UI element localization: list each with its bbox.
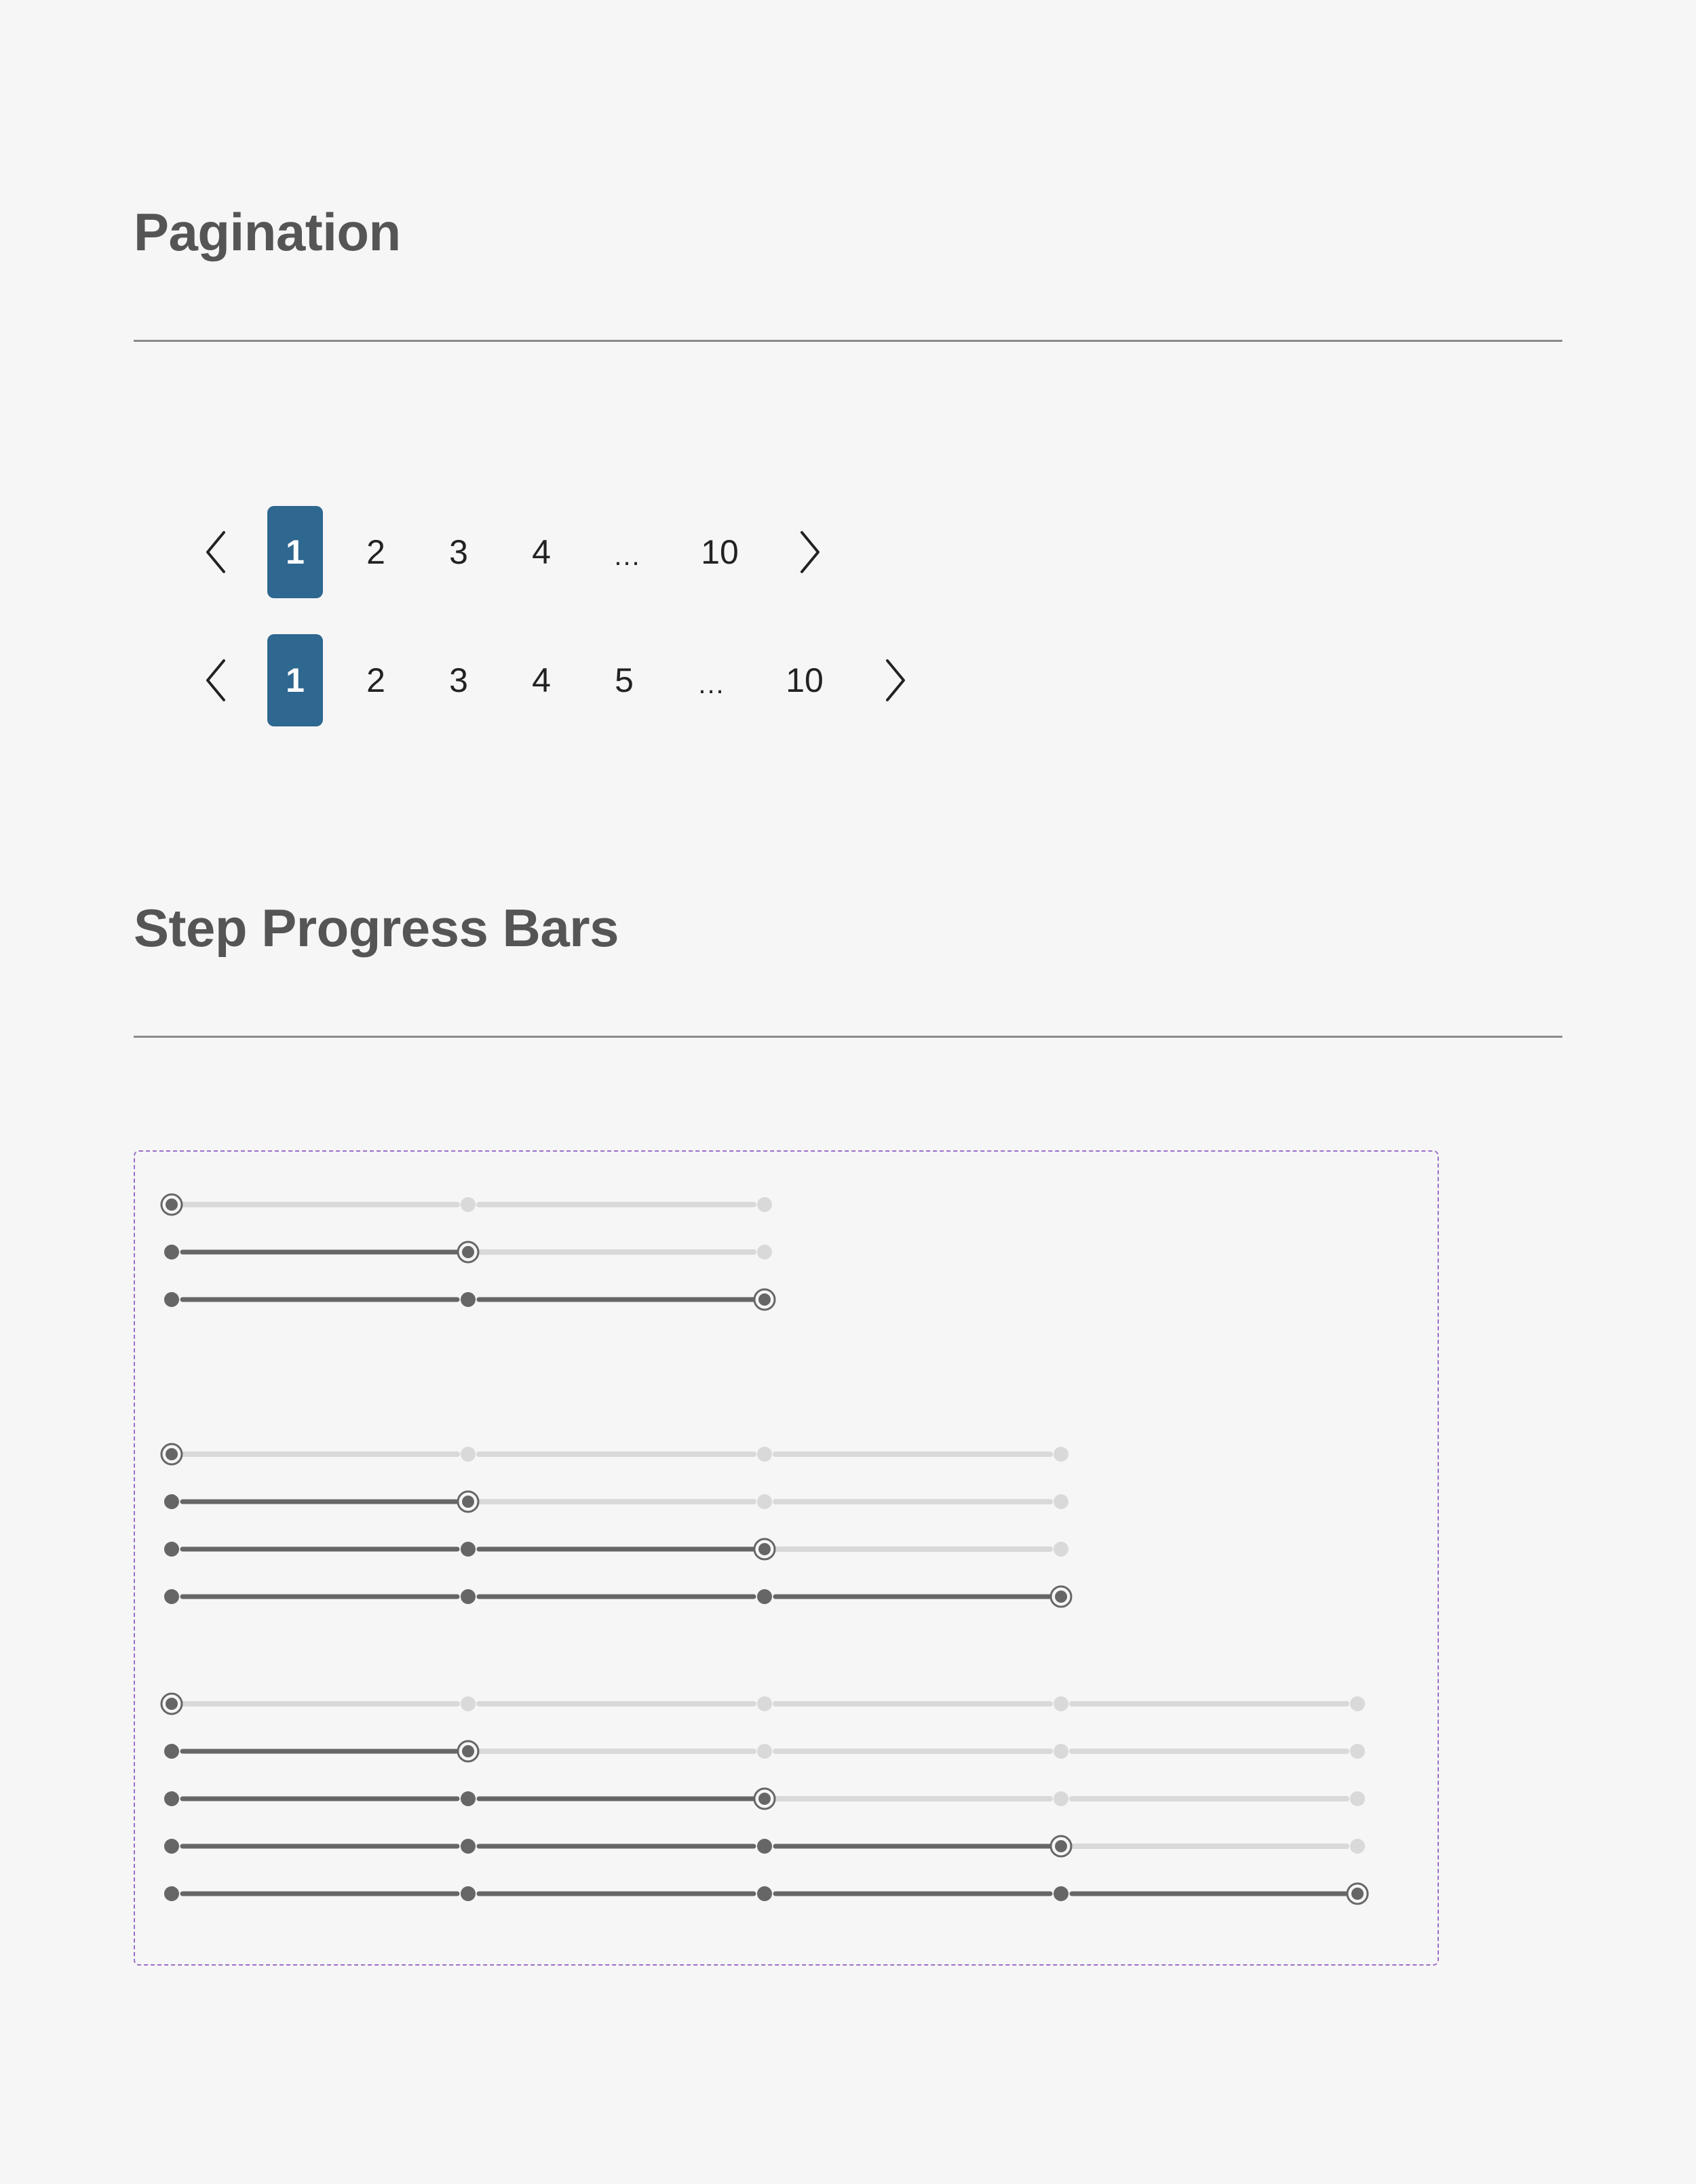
step-dot-pending [1350, 1744, 1365, 1759]
step-progress-bar [164, 1242, 772, 1262]
step-progress-bar [161, 1444, 1068, 1464]
step-dot-complete [164, 1589, 179, 1604]
step-progress-bar [161, 1694, 1365, 1714]
page-button[interactable]: 2 [366, 661, 385, 699]
step-dot-pending [461, 1696, 476, 1711]
step-dot-pending [1054, 1744, 1068, 1759]
step-dot-current [458, 1491, 478, 1512]
step-dot-pending [461, 1447, 476, 1462]
next-page-button[interactable] [876, 634, 914, 726]
step-dot-complete [1054, 1886, 1068, 1901]
step-dot-pending [1054, 1494, 1068, 1509]
step-dot-pending [757, 1696, 772, 1711]
step-progress-canvas [135, 1152, 1438, 1964]
section-divider [134, 340, 1562, 342]
step-progress-bar [164, 1789, 1365, 1809]
step-dot-current [754, 1539, 775, 1559]
pagination-heading: Pagination [134, 202, 401, 262]
step-dot-current [1051, 1586, 1071, 1607]
step-dot-current [458, 1242, 478, 1262]
step-dot-complete [164, 1245, 179, 1260]
step-progress-bar [164, 1491, 1068, 1512]
step-dot-complete [461, 1292, 476, 1307]
chevron-right-icon [882, 657, 909, 704]
page-button[interactable]: 5 [615, 661, 634, 699]
step-dot-complete [757, 1839, 772, 1854]
page-button[interactable]: 3 [449, 533, 468, 571]
step-dot-pending [757, 1447, 772, 1462]
step-dot-pending [1054, 1791, 1068, 1806]
step-dot-pending [1054, 1542, 1068, 1557]
step-progress-bar [164, 1586, 1071, 1607]
page-button[interactable]: 10 [701, 533, 739, 571]
step-dot-pending [757, 1245, 772, 1260]
next-page-button[interactable] [791, 506, 829, 598]
page-ellipsis: ... [698, 669, 725, 699]
step-dot-complete [461, 1589, 476, 1604]
section-divider [134, 1036, 1562, 1038]
page-button[interactable]: 4 [532, 533, 551, 571]
step-dot-complete [757, 1589, 772, 1604]
chevron-right-icon [796, 528, 824, 576]
step-dot-current [161, 1194, 182, 1215]
step-dot-current [161, 1694, 182, 1714]
prev-page-button[interactable] [197, 634, 235, 726]
step-dot-pending [757, 1197, 772, 1212]
step-dot-complete [164, 1744, 179, 1759]
step-progress-heading: Step Progress Bars [134, 898, 619, 958]
step-dot-complete [164, 1886, 179, 1901]
step-dot-pending [461, 1197, 476, 1212]
chevron-left-icon [202, 528, 229, 576]
step-dot-pending [757, 1494, 772, 1509]
step-dot-current [754, 1789, 775, 1809]
step-dot-current [458, 1741, 478, 1761]
step-dot-pending [1350, 1696, 1365, 1711]
step-dot-complete [757, 1886, 772, 1901]
step-progress-bar [161, 1194, 772, 1215]
page-button[interactable]: 10 [786, 661, 824, 699]
step-dot-current [754, 1289, 775, 1310]
step-dot-complete [164, 1494, 179, 1509]
chevron-left-icon [202, 657, 229, 704]
page-button[interactable]: 1 [267, 634, 323, 726]
step-dot-complete [164, 1839, 179, 1854]
step-dot-complete [461, 1791, 476, 1806]
step-dot-complete [461, 1542, 476, 1557]
step-progress-bar [164, 1289, 775, 1310]
step-dot-current [1347, 1884, 1368, 1904]
step-dot-pending [1054, 1696, 1068, 1711]
step-dot-pending [1054, 1447, 1068, 1462]
step-progress-bar [164, 1884, 1368, 1904]
step-progress-bar [164, 1836, 1365, 1856]
page-button[interactable]: 3 [449, 661, 468, 699]
page-button[interactable]: 2 [366, 533, 385, 571]
step-progress-bar [164, 1539, 1068, 1559]
step-dot-current [161, 1444, 182, 1464]
step-dot-complete [461, 1839, 476, 1854]
step-dot-complete [164, 1791, 179, 1806]
page-ellipsis: ... [614, 541, 641, 571]
step-dot-complete [164, 1542, 179, 1557]
step-dot-pending [1350, 1791, 1365, 1806]
step-dot-pending [757, 1744, 772, 1759]
step-dot-current [1051, 1836, 1071, 1856]
step-dot-complete [164, 1292, 179, 1307]
page-button[interactable]: 1 [267, 506, 323, 598]
step-dot-pending [1350, 1839, 1365, 1854]
step-progress-bar [164, 1741, 1365, 1761]
step-dot-complete [461, 1886, 476, 1901]
step-progress-container [134, 1150, 1439, 1966]
page-button[interactable]: 4 [532, 661, 551, 699]
prev-page-button[interactable] [197, 506, 235, 598]
